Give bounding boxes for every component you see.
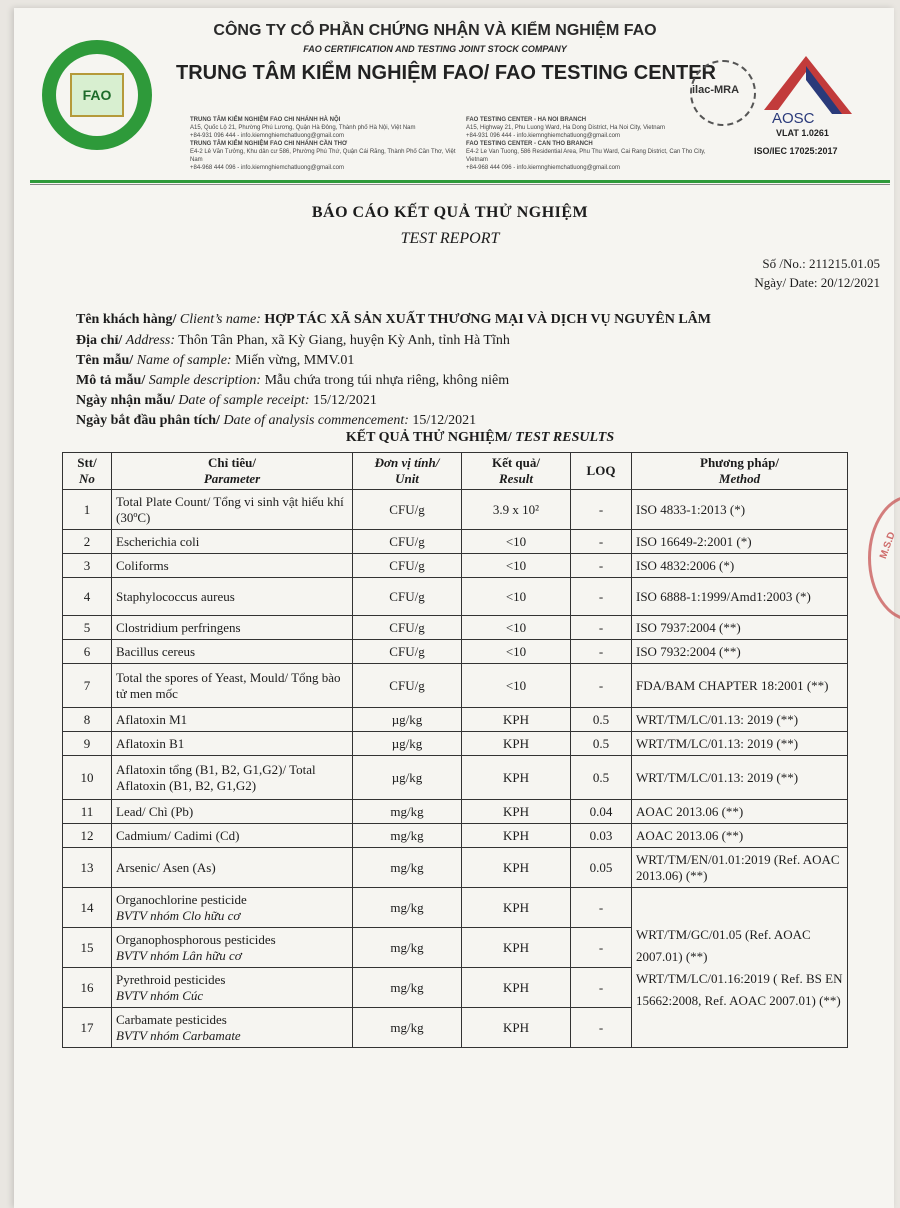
col-header-unit — [353, 453, 462, 490]
row-loq: - — [571, 928, 632, 968]
row-result: 3.9 x 10² — [462, 490, 571, 530]
analysis-value: 15/12/2021 — [412, 413, 477, 428]
row-no: 14 — [63, 888, 112, 928]
merged-method: WRT/TM/GC/01.05 (Ref. AOAC 2007.01) (**) WRT/TM/LC/01.16:2019 ( Ref. BS EN 15662:2008, Ref. AOAC 2007.01) (**) — [632, 888, 848, 1048]
row-loq: - — [571, 578, 632, 616]
row-parameter — [112, 732, 353, 756]
analysis-label-en: Date of analysis commencement: — [223, 413, 409, 428]
results-title-vn: KẾT QUẢ THỬ NGHIỆM/ — [345, 430, 512, 445]
table-row — [63, 708, 848, 732]
col-header-no-en: No — [79, 471, 95, 486]
row-unit: CFU/g — [353, 664, 462, 708]
stamp-text: M.S.D — [877, 530, 898, 561]
left-addr-1-title: TRUNG TÂM KIỂM NGHIỆM FAO CHI NHÁNH HÀ NỘI — [190, 117, 341, 123]
right-addr-1-title: FAO TESTING CENTER - HA NOI BRANCH — [466, 117, 587, 123]
row-result: KPH — [462, 708, 571, 732]
row-parameter — [112, 616, 353, 640]
row-result: <10 — [462, 640, 571, 664]
table-row — [63, 578, 848, 616]
row-result: KPH — [462, 824, 571, 848]
report-title-vn: BÁO CÁO KẾT QUẢ THỬ NGHIỆM — [311, 204, 589, 221]
ilac-mra-text: ilac-MRA — [692, 84, 740, 96]
row-method: WRT/TM/EN/01.01:2019 (Ref. AOAC 2013.06) (**) — [632, 848, 848, 888]
table-row — [63, 616, 848, 640]
row-parameter-name: Aflatoxin M1 — [116, 711, 188, 727]
row-result: KPH — [462, 888, 571, 928]
company-name-vn: CÔNG TY CỔ PHẦN CHỨNG NHẬN VÀ KIỂM NGHIỆM FAO — [213, 22, 657, 39]
row-method: AOAC 2013.06 (**) — [632, 800, 848, 824]
row-parameter-name: Arsenic/ Asen (As) — [116, 859, 216, 875]
row-result: KPH — [462, 756, 571, 800]
table-row — [63, 888, 848, 928]
row-no: 11 — [63, 800, 112, 824]
row-method: FDA/BAM CHAPTER 18:2001 (**) — [632, 664, 848, 708]
row-unit: CFU/g — [353, 616, 462, 640]
sample-value: Miến vừng, MMV.01 — [235, 353, 355, 368]
row-result: <10 — [462, 616, 571, 640]
sample-label-en: Name of sample: — [136, 353, 232, 368]
row-no: 4 — [63, 578, 112, 616]
row-method: WRT/TM/LC/01.13: 2019 (**) — [632, 708, 848, 732]
row-no: 13 — [63, 848, 112, 888]
table-row — [63, 664, 848, 708]
col-header-unit-vn: Đơn vị tính/ — [374, 455, 440, 470]
row-parameter-name: Bacillus cereus — [116, 643, 196, 659]
row-parameter-vn: BVTV nhóm Carbamate — [116, 1027, 241, 1043]
row-loq: - — [571, 1008, 632, 1048]
row-method: WRT/TM/LC/01.13: 2019 (**) — [632, 732, 848, 756]
row-loq: 0.03 — [571, 824, 632, 848]
row-no: 8 — [63, 708, 112, 732]
row-parameter — [112, 530, 353, 554]
row-no: 16 — [63, 968, 112, 1008]
report-number-label: Số /No.: — [762, 256, 806, 271]
row-unit: mg/kg — [353, 968, 462, 1008]
row-result: <10 — [462, 554, 571, 578]
row-no: 9 — [63, 732, 112, 756]
row-result: <10 — [462, 664, 571, 708]
row-parameter — [112, 708, 353, 732]
logo-mark: FAO — [70, 73, 124, 117]
client-label-en: Client’s name: — [179, 312, 261, 327]
company-name-en: FAO CERTIFICATION AND TESTING JOINT STOCK COMPANY — [303, 44, 567, 54]
description-line — [76, 373, 509, 389]
row-result: <10 — [462, 578, 571, 616]
description-label-vn: Mô tả mẫu/ — [76, 373, 146, 388]
table-row — [63, 732, 848, 756]
results-title — [0, 430, 700, 446]
row-method: ISO 6888-1:1999/Amd1:2003 (*) — [632, 578, 848, 616]
row-parameter — [112, 928, 353, 968]
row-unit: mg/kg — [353, 888, 462, 928]
row-loq: - — [571, 616, 632, 640]
row-parameter-name: Aflatoxin B1 — [116, 735, 185, 751]
results-title-en: TEST RESULTS — [515, 430, 615, 445]
row-no: 10 — [63, 756, 112, 800]
description-value: Mẫu chứa trong túi nhựa riêng, không niêm — [264, 373, 510, 388]
address-value: Thôn Tân Phan, xã Kỳ Giang, huyện Kỳ Anh, tỉnh Hà Tĩnh — [178, 333, 510, 348]
row-method: ISO 7937:2004 (**) — [632, 616, 848, 640]
row-loq: - — [571, 490, 632, 530]
receipt-label-en: Date of sample receipt: — [178, 393, 310, 408]
report-number — [762, 256, 880, 272]
client-line — [76, 312, 711, 328]
table-row — [63, 824, 848, 848]
row-loq: - — [571, 888, 632, 928]
row-method: AOAC 2013.06 (**) — [632, 824, 848, 848]
row-parameter-name: Clostridium perfringens — [116, 619, 241, 635]
row-loq: - — [571, 554, 632, 578]
row-no: 7 — [63, 664, 112, 708]
row-unit: µg/kg — [353, 756, 462, 800]
row-unit: CFU/g — [353, 530, 462, 554]
aosc-text: AOSC — [772, 110, 815, 127]
row-unit: CFU/g — [353, 640, 462, 664]
header-divider — [30, 180, 890, 183]
accreditation-seals — [690, 50, 860, 160]
row-method: ISO 7932:2004 (**) — [632, 640, 848, 664]
row-parameter-name: Organochlorine pesticide — [116, 891, 247, 907]
header-divider-thin — [30, 184, 890, 185]
report-title-en: TEST REPORT — [400, 230, 500, 247]
row-loq: 0.04 — [571, 800, 632, 824]
row-no: 6 — [63, 640, 112, 664]
row-parameter-vn: BVTV nhóm Clo hữu cơ — [116, 907, 241, 923]
row-parameter-name: Total the spores of Yeast, Mould/ Tổng bào tử men mốc — [116, 669, 341, 701]
left-addresses — [190, 116, 460, 172]
row-parameter — [112, 968, 353, 1008]
col-header-method — [632, 453, 848, 490]
table-row — [63, 756, 848, 800]
row-unit: CFU/g — [353, 490, 462, 530]
col-header-parameter-en: Parameter — [203, 471, 261, 486]
row-no: 17 — [63, 1008, 112, 1048]
col-header-result-vn: Kết quả/ — [491, 455, 541, 470]
row-parameter — [112, 756, 353, 800]
right-addr-2-title: FAO TESTING CENTER - CAN THO BRANCH — [466, 141, 593, 147]
logo — [42, 40, 152, 150]
right-addr-1-contact: +84-931 096 444 - info.kiemnghiemchatluong@gmail.com — [466, 133, 621, 139]
address-label-vn: Địa chỉ/ — [76, 333, 123, 348]
row-loq: - — [571, 530, 632, 554]
row-loq: 0.05 — [571, 848, 632, 888]
report-number-value: 211215.01.05 — [808, 256, 880, 271]
row-method: ISO 4833-1:2013 (*) — [632, 490, 848, 530]
row-no: 5 — [63, 616, 112, 640]
row-parameter-name: Lead/ Chì (Pb) — [116, 803, 194, 819]
col-header-method-en: Method — [718, 471, 761, 486]
row-parameter — [112, 640, 353, 664]
row-loq: 0.5 — [571, 756, 632, 800]
row-result: KPH — [462, 928, 571, 968]
row-parameter-vn: BVTV nhóm Cúc — [116, 987, 204, 1003]
row-no: 15 — [63, 928, 112, 968]
right-addr-2-line: E4-2 Le Van Tuong, 586 Residential Area, Phu Thu Ward, Cai Rang District, Can Tho City, Vietnam — [466, 149, 706, 163]
row-loq: - — [571, 968, 632, 1008]
row-unit: mg/kg — [353, 1008, 462, 1048]
row-parameter-name: Organophosphorous pesticides — [116, 931, 276, 947]
receipt-line — [76, 393, 377, 409]
row-unit: mg/kg — [353, 800, 462, 824]
row-unit: µg/kg — [353, 732, 462, 756]
row-method: ISO 4832:2006 (*) — [632, 554, 848, 578]
row-unit: µg/kg — [353, 708, 462, 732]
sample-label-vn: Tên mẫu/ — [76, 353, 134, 368]
row-parameter — [112, 578, 353, 616]
row-method: WRT/TM/LC/01.13: 2019 (**) — [632, 756, 848, 800]
row-loq: - — [571, 664, 632, 708]
row-result: KPH — [462, 1008, 571, 1048]
row-parameter-name: Aflatoxin tổng (B1, B2, G1,G2)/ Total Aflatoxin (B1, B2, G1,G2) — [116, 761, 316, 793]
row-unit: CFU/g — [353, 554, 462, 578]
row-unit: mg/kg — [353, 848, 462, 888]
col-header-no-vn: Stt/ — [77, 455, 97, 470]
table-row — [63, 848, 848, 888]
row-method: ISO 16649-2:2001 (*) — [632, 530, 848, 554]
row-parameter — [112, 848, 353, 888]
description-label-en: Sample description: — [148, 373, 262, 388]
address-line — [76, 333, 510, 349]
center-title: TRUNG TÂM KIỂM NGHIỆM FAO/ FAO TESTING CENTER — [176, 62, 716, 84]
row-parameter-name: Coliforms — [116, 557, 169, 573]
col-header-parameter-vn: Chỉ tiêu/ — [207, 455, 257, 470]
report-date-label: Ngày/ Date: — [754, 275, 818, 290]
row-parameter-name: Total Plate Count/ Tổng vi sinh vật hiếu khí (30ºC) — [116, 493, 344, 525]
left-addr-1-line: A15, Quốc Lộ 21, Phường Phú Lương, Quận Hà Đông, Thành phố Hà Nội, Việt Nam — [190, 125, 416, 131]
row-unit: mg/kg — [353, 928, 462, 968]
left-addr-2-contact: +84-968 444 096 - info.kiemnghiemchatluong@gmail.com — [190, 165, 345, 171]
table-row — [63, 800, 848, 824]
row-parameter-name: Carbamate pesticides — [116, 1011, 227, 1027]
row-parameter — [112, 490, 353, 530]
row-parameter-name: Escherichia coli — [116, 533, 200, 549]
left-addr-2-line: E4-2 Lê Văn Tưởng, Khu dân cư 586, Phường Phú Thứ, Quận Cái Răng, Thành Phố Cần Thơ, Việt Nam — [190, 149, 456, 163]
row-loq: 0.5 — [571, 708, 632, 732]
row-parameter-name: Cadmium/ Cadimi (Cd) — [116, 827, 240, 843]
row-result: <10 — [462, 530, 571, 554]
vlat-text: VLAT 1.0261 — [776, 128, 829, 138]
table-row — [63, 530, 848, 554]
address-label-en: Address: — [125, 333, 176, 348]
report-date-value: 20/12/2021 — [820, 275, 880, 290]
row-loq: 0.5 — [571, 732, 632, 756]
row-result: KPH — [462, 848, 571, 888]
iso-standard: ISO/IEC 17025:2017 — [754, 146, 838, 156]
left-addr-1-contact: +84-931 096 444 - info.kiemnghiemchatluong@gmail.com — [190, 133, 345, 139]
row-parameter-name: Staphylococcus aureus — [116, 588, 235, 604]
analysis-label-vn: Ngày bắt đầu phân tích/ — [76, 413, 220, 428]
row-unit: CFU/g — [353, 578, 462, 616]
col-header-result — [462, 453, 571, 490]
receipt-label-vn: Ngày nhận mẫu/ — [76, 393, 175, 408]
table-header-row — [63, 453, 848, 490]
row-result: KPH — [462, 968, 571, 1008]
row-no: 1 — [63, 490, 112, 530]
right-addr-2-contact: +84-968 444 096 - info.kiemnghiemchatluong@gmail.com — [466, 165, 621, 171]
row-parameter — [112, 1008, 353, 1048]
client-label-vn: Tên khách hàng/ — [76, 312, 177, 327]
row-parameter — [112, 664, 353, 708]
table-row — [63, 640, 848, 664]
row-no: 2 — [63, 530, 112, 554]
row-parameter — [112, 824, 353, 848]
table-row — [63, 554, 848, 578]
row-unit: mg/kg — [353, 824, 462, 848]
col-header-result-en: Result — [499, 471, 533, 486]
row-no: 12 — [63, 824, 112, 848]
col-header-parameter — [112, 453, 353, 490]
row-parameter — [112, 554, 353, 578]
row-loq: - — [571, 640, 632, 664]
receipt-value: 15/12/2021 — [313, 393, 377, 408]
report-date — [754, 275, 880, 291]
client-value: HỢP TÁC XÃ SẢN XUẤT THƯƠNG MẠI VÀ DỊCH VỤ NGUYÊN LÂM — [264, 312, 712, 327]
right-addr-1-line: A15, Highway 21, Phu Luong Ward, Ha Dong District, Ha Noi City, Vietnam — [466, 125, 665, 131]
row-no: 3 — [63, 554, 112, 578]
row-parameter-vn: BVTV nhóm Lân hữu cơ — [116, 947, 242, 963]
col-header-method-vn: Phương pháp/ — [700, 455, 779, 470]
results-table-body — [63, 490, 848, 1048]
left-addr-2-title: TRUNG TÂM KIỂM NGHIỆM FAO CHI NHÁNH CẦN THƠ — [190, 141, 348, 147]
row-parameter-name: Pyrethroid pesticides — [116, 971, 226, 987]
row-parameter — [112, 800, 353, 824]
sample-line — [76, 353, 354, 369]
row-result: KPH — [462, 800, 571, 824]
col-header-unit-en: Unit — [395, 471, 419, 486]
table-row — [63, 490, 848, 530]
col-header-loq: LOQ — [571, 453, 632, 490]
right-addresses — [466, 116, 706, 172]
analysis-line — [76, 413, 476, 429]
col-header-no — [63, 453, 112, 490]
row-parameter — [112, 888, 353, 928]
row-result: KPH — [462, 732, 571, 756]
results-table — [62, 452, 848, 1048]
